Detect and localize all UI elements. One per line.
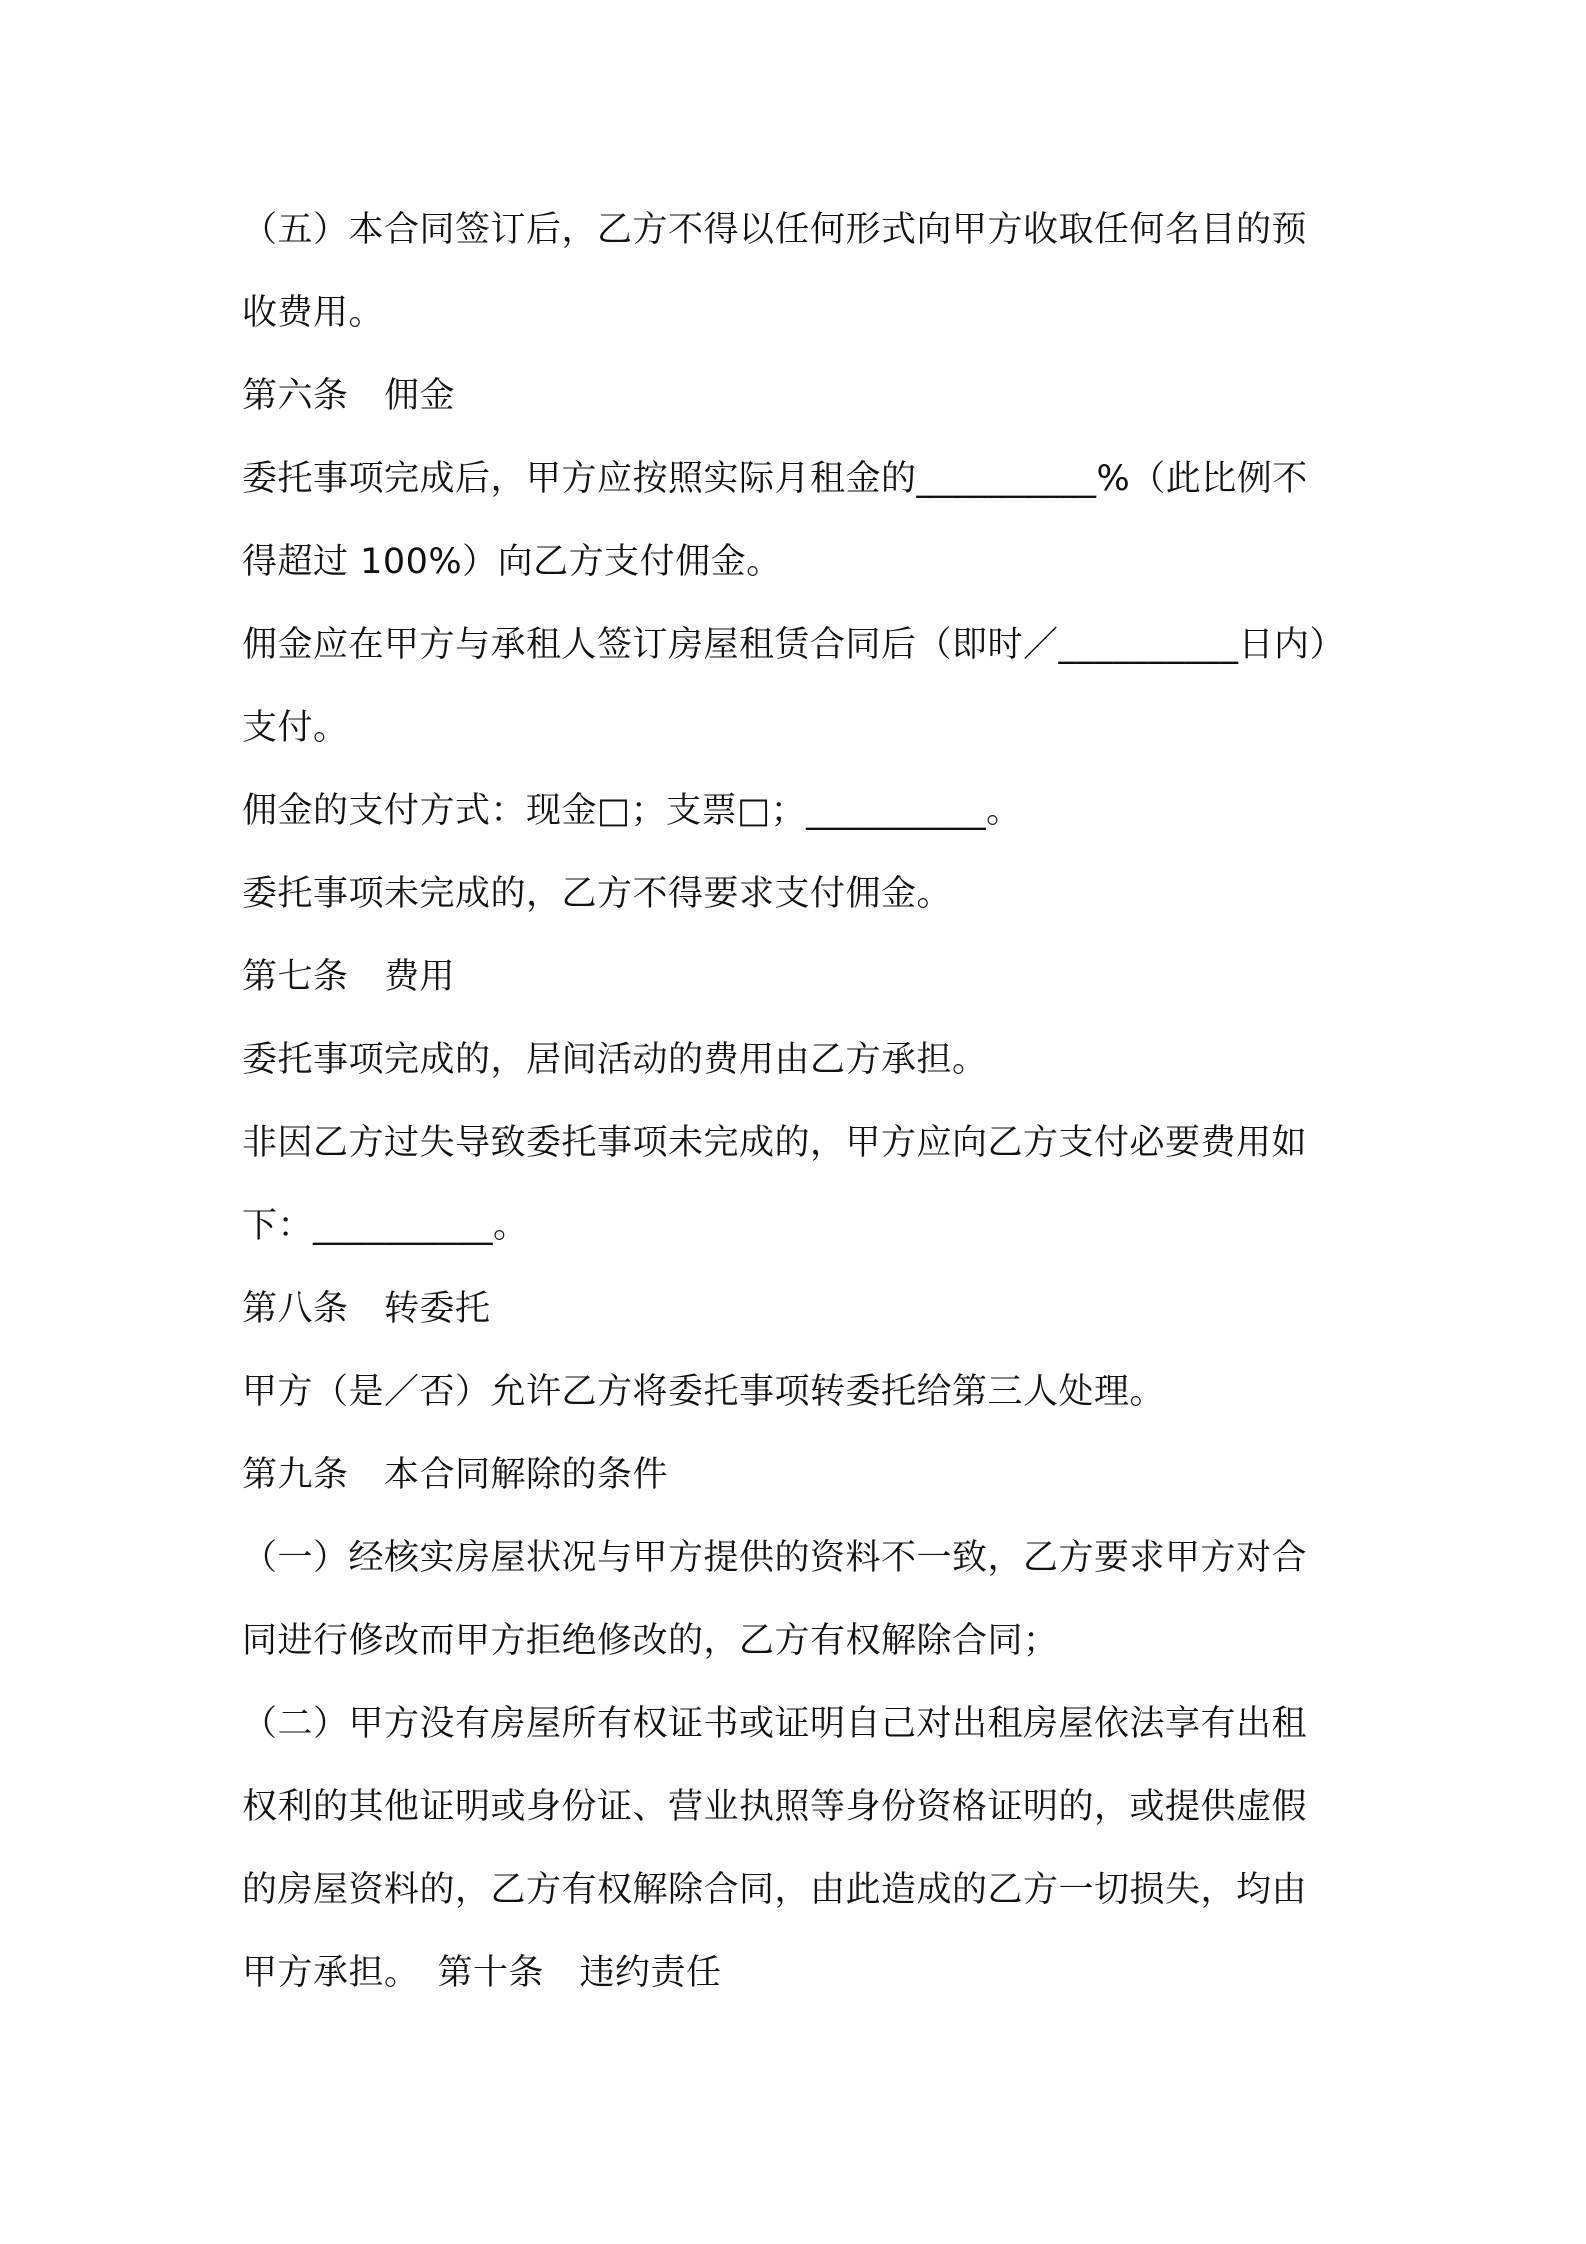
expenses-line: 委托事项完成的，居间活动的费用由乙方承担。 xyxy=(242,1040,988,1080)
termination-1-line-1: （一）经核实房屋状况与甲方提供的资料不一致，乙方要求甲方对合 xyxy=(242,1538,1308,1578)
commission-rate-line-1: 委托事项完成后，甲方应按照实际月租金的__________%（此比例不 xyxy=(242,459,1308,499)
incomplete-commission-line: 委托事项未完成的，乙方不得要求支付佣金。 xyxy=(242,874,953,914)
article-8-heading: 第八条 转委托 xyxy=(242,1289,491,1329)
article-6-heading: 第六条 佣金 xyxy=(242,376,456,416)
article-9-heading: 第九条 本合同解除的条件 xyxy=(242,1455,669,1495)
clause-5-line-1: （五）本合同签订后，乙方不得以任何形式向甲方收取任何名目的预 xyxy=(242,210,1308,250)
necessary-expenses-line-1: 非因乙方过失导致委托事项未完成的，甲方应向乙方支付必要费用如 xyxy=(242,1123,1308,1163)
commission-rate-line-2: 得超过 100%）向乙方支付佣金。 xyxy=(242,542,782,582)
commission-timing-line-1: 佣金应在甲方与承租人签订房屋租赁合同后（即时／__________日内） xyxy=(242,625,1346,665)
sub-delegation-line: 甲方（是／否）允许乙方将委托事项转委托给第三人处理。 xyxy=(242,1372,1166,1412)
termination-2-line-1: （二）甲方没有房屋所有权证书或证明自己对出租房屋依法享有出租 xyxy=(242,1704,1308,1744)
article-7-heading: 第七条 费用 xyxy=(242,957,456,997)
termination-1-line-2: 同进行修改而甲方拒绝修改的，乙方有权解除合同； xyxy=(242,1621,1059,1661)
payment-method-line: 佣金的支付方式：现金□；支票□；__________。 xyxy=(242,791,1022,831)
termination-2-line-3: 的房屋资料的，乙方有权解除合同，由此造成的乙方一切损失，均由 xyxy=(242,1870,1308,1910)
termination-2-line-4-and-article-10-heading: 甲方承担。 第十条 违约责任 xyxy=(242,1953,722,1993)
clause-5-line-2: 收费用。 xyxy=(242,293,385,333)
commission-timing-line-2: 支付。 xyxy=(242,708,349,748)
necessary-expenses-line-2: 下：__________。 xyxy=(242,1206,529,1246)
termination-2-line-2: 权利的其他证明或身份证、营业执照等身份资格证明的，或提供虚假 xyxy=(242,1787,1308,1827)
